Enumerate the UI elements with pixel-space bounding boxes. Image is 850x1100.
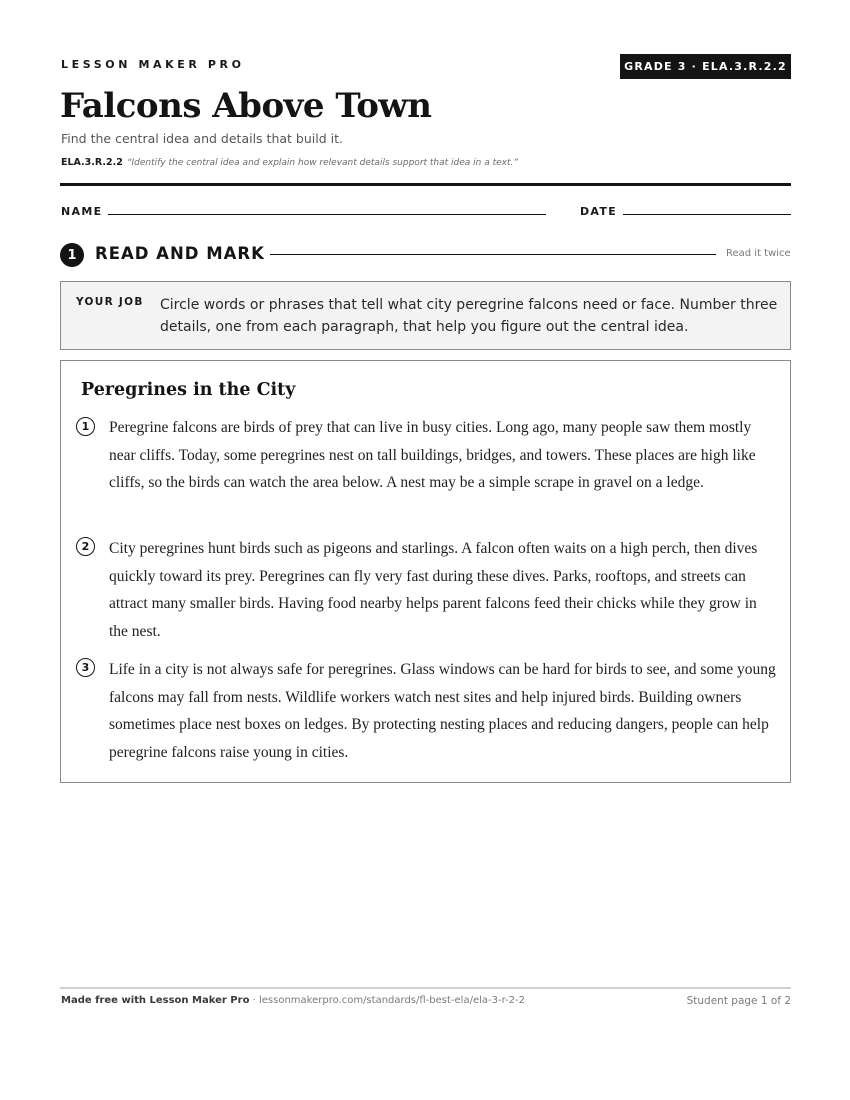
footer-divider (60, 987, 791, 989)
page-indicator: Student page 1 of 2 (686, 995, 791, 1007)
date-field[interactable] (623, 214, 791, 215)
instructions-label: YOUR JOB (76, 296, 144, 308)
section-title: READ AND MARK (95, 244, 265, 263)
footer-url[interactable]: · lessonmakerpro.com/standards/fl-best-ela/ela-3-r-2-2 (249, 995, 525, 1006)
paragraph-text: City peregrines hunt birds such as pigeons and starlings. A falcon often waits on a high perch, then dives quickly toward its prey. Peregrines can fly very fast during these dives. Parks, rooftops, and streets can attract many smaller birds. Having food nearby helps parent falcons feed their chicks while they grow in the nest. (109, 540, 758, 640)
footer-credit (61, 995, 525, 1006)
grade-badge: GRADE 3 · ELA.3.R.2.2 (620, 54, 791, 79)
paragraph-number: 3 (76, 658, 95, 677)
name-label: NAME (61, 205, 103, 218)
section-divider (270, 254, 716, 255)
standard-quote: “Identify the central idea and explain how relevant details support that idea in a text.” (126, 158, 519, 168)
worksheet-title: Falcons Above Town (60, 86, 432, 126)
name-field[interactable] (108, 214, 546, 215)
paragraph-number: 1 (76, 417, 95, 436)
reading-passage (60, 360, 791, 783)
section-hint: Read it twice (726, 248, 791, 259)
standard-line (61, 157, 518, 168)
brand-name: LESSON MAKER PRO (61, 58, 245, 71)
header-divider (60, 183, 791, 186)
paragraph-text: Life in a city is not always safe for peregrines. Glass windows can be hard for birds to see, and some young falcons may fall from nests. Wildlife workers watch nest sites and help injured birds. Building owners sometimes place nest boxes on ledges. By protecting nesting places and reducing dangers, people can help peregrine falcons raise young in cities. (109, 661, 776, 761)
paragraph-text: Peregrine falcons are birds of prey that can live in busy cities. Long ago, many people saw them mostly near cliffs. Today, some peregrines nest on tall buildings, bridges, and towers. These places are high like cliffs, so the birds can watch the area below. A nest may be a simple scrape in gravel on a ledge. (109, 419, 756, 491)
footer-made-with: Made free with Lesson Maker Pro (61, 995, 250, 1006)
instructions-box (60, 281, 791, 350)
standard-code: ELA.3.R.2.2 (61, 157, 123, 168)
paragraph-number: 2 (76, 537, 95, 556)
date-label: DATE (580, 205, 618, 218)
worksheet-subtitle: Find the central idea and details that build it. (61, 131, 343, 146)
section-number-badge: 1 (60, 243, 84, 267)
instructions-text: Circle words or phrases that tell what city peregrine falcons need or face. Number three details, one from each paragraph, that help you figure out the central idea. (160, 297, 778, 335)
passage-title: Peregrines in the City (81, 380, 296, 400)
